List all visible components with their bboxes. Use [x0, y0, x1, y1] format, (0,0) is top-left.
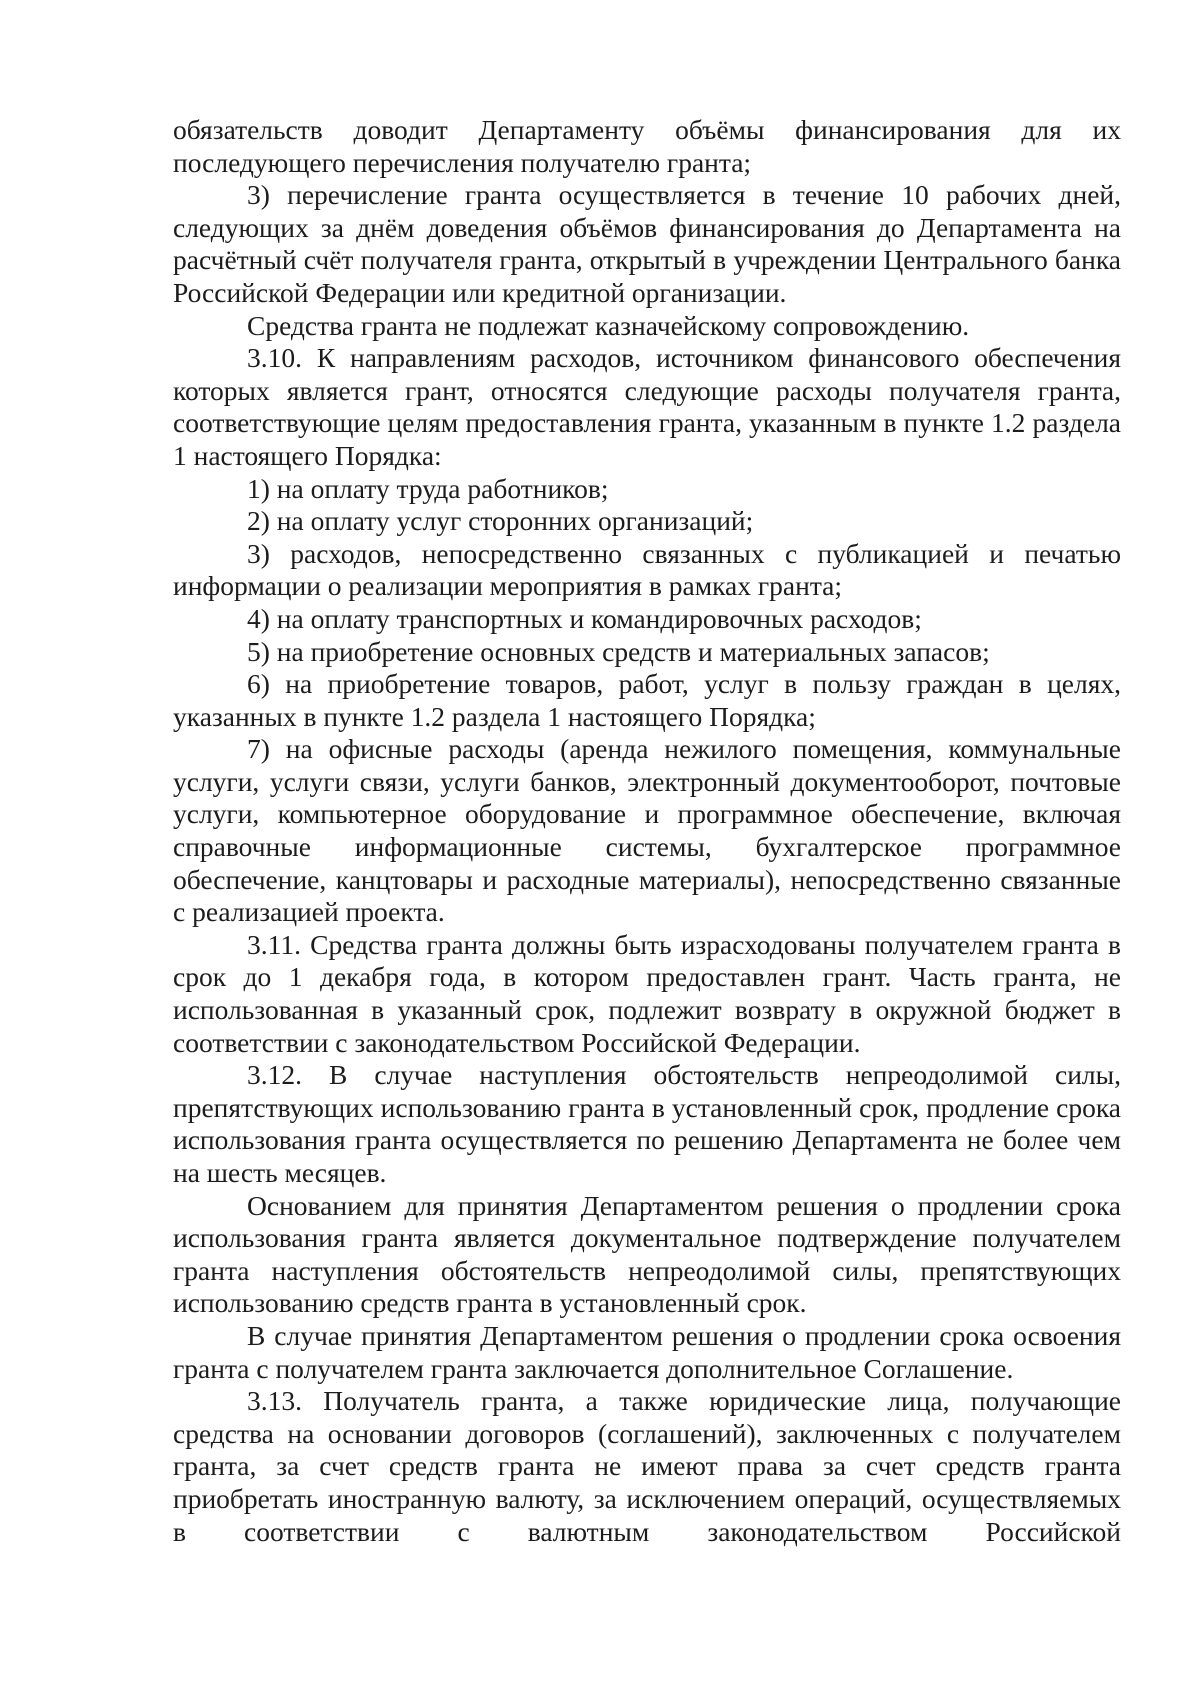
list-item-6-goods: 6) на приобретение товаров, работ, услуг в пользу граждан в целях, указанных в пункте 1.2 раздела 1 настоящего Порядка;: [173, 668, 1121, 732]
list-item-5-assets: 5) на приобретение основных средств и материальных запасов;: [247, 635, 990, 667]
list-item-1-wages: 1) на оплату труда работников;: [247, 472, 609, 504]
list-item-7-office: 7) на офисные расходы (аренда нежилого помещения, коммунальные услуги, услуги связи, услуги банков, электронный документооборот, почтовые услуги, компьютерное оборудование и программное обеспечение, включая справочные информационные системы, бухгалтерское программное обеспечение, канцтовары и расходные материалы), непосредственно связанные с реализацией проекта.: [173, 733, 1121, 928]
paragraph-additional-agreement: В случае принятия Департаментом решения о продлении срока освоения гранта с получателем гранта заключается дополнительное Соглашение.: [173, 1319, 1121, 1384]
paragraph-treasury-support: Средства гранта не подлежат казначейскому сопровождению.: [247, 309, 970, 341]
paragraph-item-3-transfer: 3) перечисление гранта осуществляется в течение 10 рабочих дней, следующих за днём доведения объёмов финансирования до Департамента на расчётный счёт получателя гранта, открытый в учреждении Центрального банка Российской Федерации или кредитной организации.: [173, 179, 1121, 308]
document-page: [173, 114, 1121, 1548]
paragraph-extension-basis: Основанием для принятия Департаментом решения о продлении срока использования гранта является документальное подтверждение получателем гранта наступления обстоятельств непреодолимой силы, препятствующих использованию средств гранта в установленный срок.: [173, 1189, 1121, 1319]
list-item-4-travel: 4) на оплату транспортных и командировочных расходов;: [247, 602, 922, 634]
paragraph-3-12: 3.12. В случае наступления обстоятельств непреодолимой силы, препятствующих использованию гранта в установленный срок, продление срока использования гранта осуществляется по решению Департамента не более чем на шесть месяцев.: [173, 1059, 1121, 1188]
list-item-2-services: 2) на оплату услуг сторонних организаций;: [247, 505, 754, 537]
list-item-3-publication: 3) расходов, непосредственно связанных с публикацией и печатью информации о реализации мероприятия в рамках гранта;: [173, 537, 1121, 602]
paragraph-3-13: 3.13. Получатель гранта, а также юридические лица, получающие средства на основании договоров (соглашений), заключенных с получателем гранта, за счет средств гранта не имеют права за счет средств гранта приобретать иностранную валюту, за исключением операций, осуществляемых в соответствии с валютным законодательством Российской: [173, 1385, 1121, 1547]
paragraph-obligations-continuation: обязательств доводит Департаменту объёмы финансирования для их последующего перечисления получателю гранта;: [173, 114, 1121, 178]
paragraph-3-10: 3.10. К направлениям расходов, источником финансового обеспечения которых является грант, относятся следующие расходы получателя гранта, соответствующие целям предоставления гранта, указанным в пункте 1.2 раздела 1 настоящего Порядка:: [173, 342, 1121, 471]
paragraph-3-11: 3.11. Средства гранта должны быть израсходованы получателем гранта в срок до 1 декабря года, в котором предоставлен грант. Часть гранта, не использованная в указанный срок, подлежит возврату в окружной бюджет в соответствии с законодательством Российской Федерации.: [173, 928, 1121, 1058]
